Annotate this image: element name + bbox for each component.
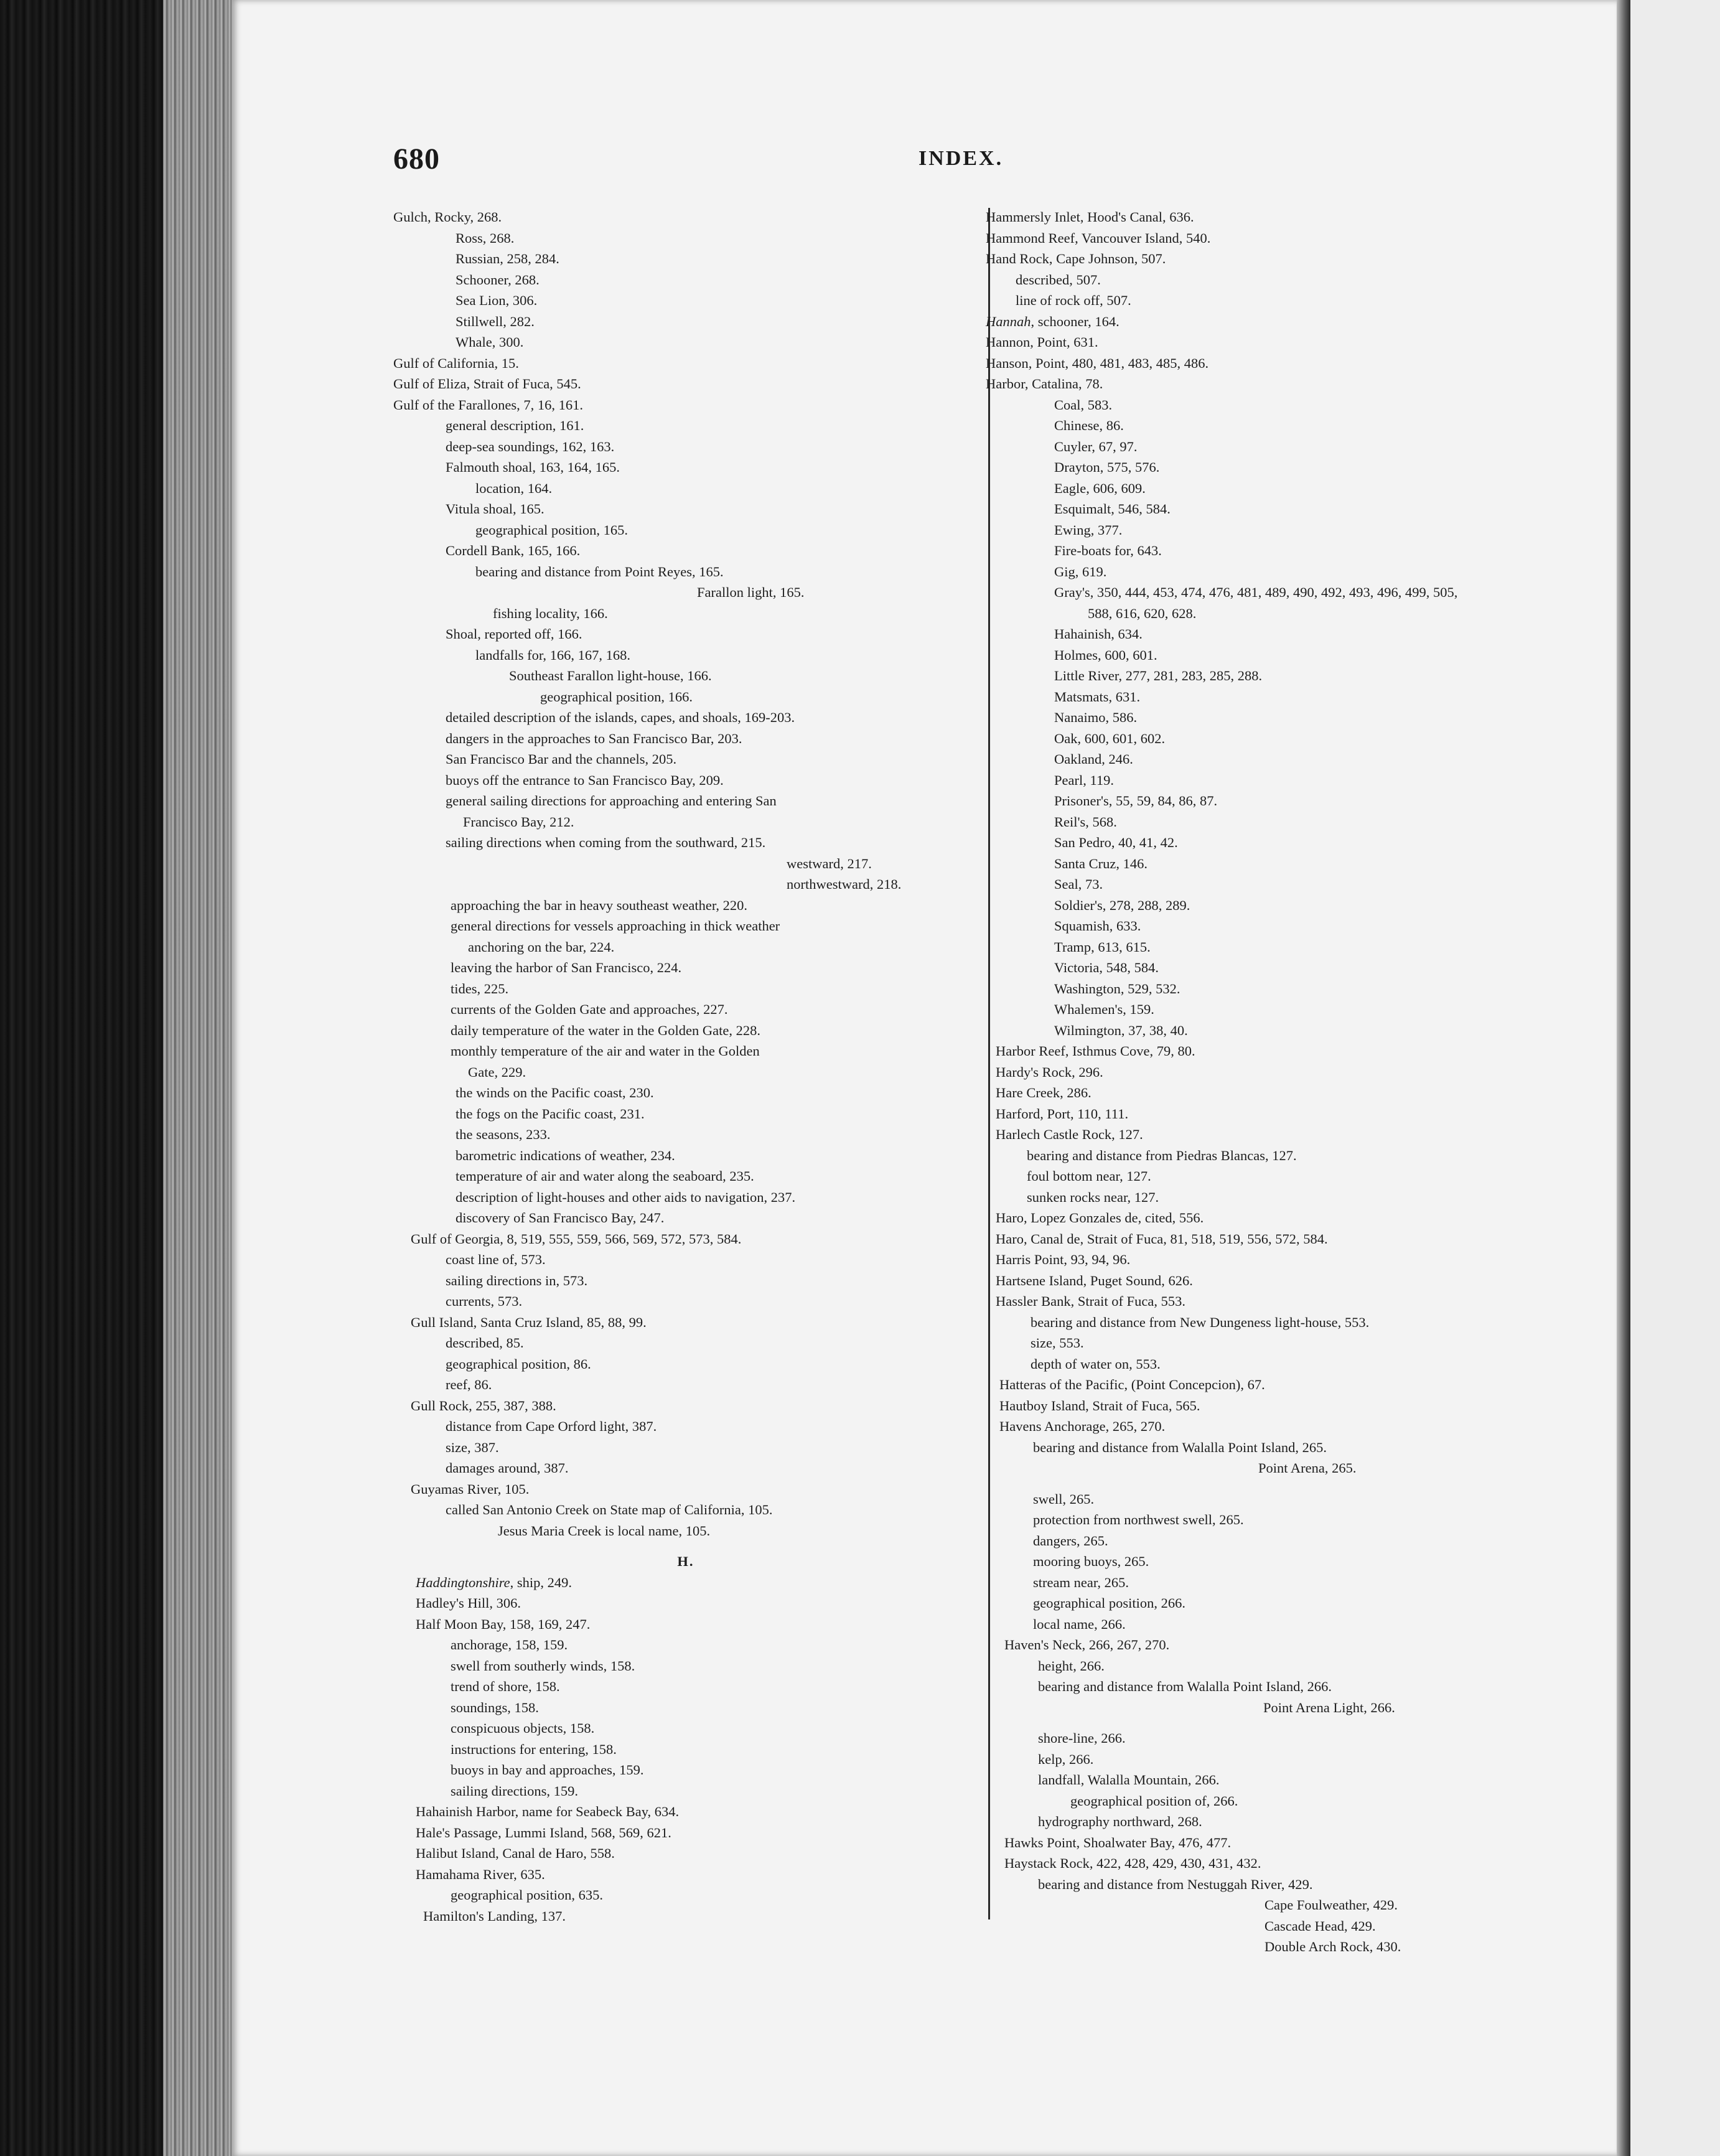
index-entry: Hammond Reef, Vancouver Island, 540. bbox=[986, 230, 1211, 246]
index-subentry: Hahainish, 634. bbox=[1054, 626, 1143, 642]
index-subentry: conspicuous objects, 158. bbox=[451, 1720, 595, 1736]
index-subentry: sailing directions, 159. bbox=[451, 1783, 578, 1799]
index-entry: Gull Island, Santa Cruz Island, 85, 88, 99. bbox=[411, 1314, 647, 1330]
index-subentry: Sea Lion, 306. bbox=[456, 293, 538, 308]
index-entry: line of rock off, 507. bbox=[1016, 293, 1131, 308]
index-subentry: Drayton, 575, 576. bbox=[1054, 459, 1160, 475]
index-subentry: Whalemen's, 159. bbox=[1054, 1001, 1154, 1017]
index-subentry: sunken rocks near, 127. bbox=[1027, 1189, 1159, 1205]
index-entry: Gulf of Georgia, 8, 519, 555, 559, 566, 569, 572, 573, 584. bbox=[411, 1230, 742, 1247]
index-entry: Hardy's Rock, 296. bbox=[996, 1064, 1103, 1080]
index-entry bbox=[393, 1572, 978, 1593]
entry-text: , schooner, 164. bbox=[1031, 313, 1119, 329]
index-subentry: location, 164. bbox=[475, 480, 553, 496]
index-entry: Haven's Neck, 266, 267, 270. bbox=[1004, 1637, 1170, 1652]
index-subentry: Santa Cruz, 146. bbox=[1054, 855, 1147, 871]
index-subentry: damages around, 387. bbox=[446, 1460, 569, 1476]
index-subentry: Washington, 529, 532. bbox=[1054, 980, 1180, 996]
index-subentry: daily temperature of the water in the Golden Gate, 228. bbox=[451, 1022, 760, 1038]
index-subentry: fishing locality, 166. bbox=[493, 605, 608, 621]
index-entry: Hadley's Hill, 306. bbox=[416, 1595, 521, 1611]
index-subentry: Wilmington, 37, 38, 40. bbox=[1054, 1022, 1188, 1038]
index-subentry: geographical position, 635. bbox=[451, 1887, 603, 1903]
index-entry: Hartsene Island, Puget Sound, 626. bbox=[996, 1272, 1193, 1288]
index-entry: Havens Anchorage, 265, 270. bbox=[999, 1418, 1166, 1434]
index-entry: Hatteras of the Pacific, (Point Concepcion), 67. bbox=[999, 1377, 1265, 1392]
index-entry: Haro, Canal de, Strait of Fuca, 81, 518, 519, 556, 572, 584. bbox=[996, 1230, 1328, 1247]
index-subentry: swell from southerly winds, 158. bbox=[451, 1657, 635, 1674]
index-subentry: trend of shore, 158. bbox=[451, 1679, 560, 1694]
index-entry bbox=[986, 311, 1608, 332]
index-subentry: described, 85. bbox=[446, 1335, 524, 1351]
index-entry: Gulf of the Farallones, 7, 16, 161. bbox=[393, 396, 583, 413]
index-entry: Harbor, Catalina, 78. bbox=[986, 376, 1103, 391]
index-subentry: landfalls for, 166, 167, 168. bbox=[475, 647, 631, 663]
index-subentry: temperature of air and water along the seaboard, 235. bbox=[456, 1168, 754, 1184]
index-subentry: sailing directions in, 573. bbox=[446, 1272, 588, 1288]
index-subentry: landfall, Walalla Mountain, 266. bbox=[1038, 1772, 1220, 1788]
index-subentry: buoys off the entrance to San Francisco Bay, 209. bbox=[446, 772, 724, 788]
index-entry: described, 507. bbox=[1016, 271, 1101, 288]
index-subentry: Cape Foulweather, 429. bbox=[1264, 1897, 1398, 1913]
index-subentry: bearing and distance from New Dungeness light-house, 553. bbox=[1031, 1314, 1370, 1330]
index-subentry: local name, 266. bbox=[1033, 1616, 1126, 1632]
index-subentry: Coal, 583. bbox=[1054, 396, 1113, 413]
index-entry: Hand Rock, Cape Johnson, 507. bbox=[986, 251, 1166, 266]
index-subentry: Chinese, 86. bbox=[1054, 418, 1124, 433]
index-subentry: Cuyler, 67, 97. bbox=[1054, 438, 1138, 454]
index-subentry: westward, 217. bbox=[787, 855, 872, 871]
index-entry: Gull Rock, 255, 387, 388. bbox=[411, 1397, 556, 1413]
index-subentry: depth of water on, 553. bbox=[1031, 1356, 1161, 1372]
index-subentry: Cascade Head, 429. bbox=[1264, 1918, 1376, 1934]
index-entry: Gulf of California, 15. bbox=[393, 355, 519, 371]
index-entry: Hawks Point, Shoalwater Bay, 476, 477. bbox=[1004, 1834, 1232, 1850]
index-subentry: Gig, 619. bbox=[1054, 563, 1107, 579]
index-subentry: hydrography northward, 268. bbox=[1038, 1814, 1202, 1829]
index-subentry: description of light-houses and other aids to navigation, 237. bbox=[456, 1189, 796, 1205]
index-subentry: Eagle, 606, 609. bbox=[1054, 480, 1146, 496]
index-subentry: discovery of San Francisco Bay, 247. bbox=[456, 1210, 665, 1226]
index-subentry: anchoring on the bar, 224. bbox=[468, 939, 615, 955]
index-subentry: foul bottom near, 127. bbox=[1027, 1168, 1151, 1184]
index-entry: Hannon, Point, 631. bbox=[986, 334, 1098, 350]
index-entry: Hanson, Point, 480, 481, 483, 485, 486. bbox=[986, 355, 1209, 371]
entry-spacer bbox=[986, 1479, 1608, 1489]
index-subentry: bearing and distance from Walalla Point Island, 265. bbox=[1033, 1439, 1327, 1455]
index-entry: Hautboy Island, Strait of Fuca, 565. bbox=[999, 1397, 1200, 1413]
index-subentry: sailing directions when coming from the southward, 215. bbox=[446, 835, 766, 850]
index-subentry: bearing and distance from Nestuggah River, 429. bbox=[1038, 1876, 1313, 1892]
index-subentry: Tramp, 613, 615. bbox=[1054, 939, 1151, 955]
index-subentry: Matsmats, 631. bbox=[1054, 688, 1141, 705]
index-subentry: bearing and distance from Point Reyes, 165. bbox=[475, 563, 724, 579]
index-subentry: San Francisco Bar and the channels, 205. bbox=[446, 751, 677, 767]
index-subentry: Ross, 268. bbox=[456, 230, 515, 246]
index-subentry: approaching the bar in heavy southeast weather, 220. bbox=[451, 897, 748, 913]
index-subentry: monthly temperature of the air and water in the Golden bbox=[451, 1043, 760, 1059]
index-subentry: Pearl, 119. bbox=[1054, 772, 1115, 788]
index-subentry: height, 266. bbox=[1038, 1657, 1105, 1674]
index-subentry: distance from Cape Orford light, 387. bbox=[446, 1418, 657, 1434]
index-column-right bbox=[986, 207, 1608, 1957]
index-subentry: called San Antonio Creek on State map of California, 105. bbox=[446, 1502, 773, 1517]
index-subentry: Little River, 277, 281, 283, 285, 288. bbox=[1054, 668, 1263, 683]
index-subentry: geographical position, 166. bbox=[540, 688, 693, 705]
index-entry: Halibut Island, Canal de Haro, 558. bbox=[416, 1845, 615, 1861]
index-entry: Hamilton's Landing, 137. bbox=[423, 1908, 566, 1924]
index-subentry: instructions for entering, 158. bbox=[451, 1741, 617, 1757]
index-subentry: stream near, 265. bbox=[1033, 1574, 1129, 1590]
index-column-left bbox=[393, 207, 978, 1926]
adjacent-page bbox=[1630, 0, 1720, 2156]
index-entry: Hale's Passage, Lummi Island, 568, 569, 621. bbox=[416, 1824, 671, 1840]
index-subentry: dangers in the approaches to San Francisco Bar, 203. bbox=[446, 730, 742, 746]
index-subentry: Holmes, 600, 601. bbox=[1054, 647, 1157, 663]
index-subentry: anchorage, 158, 159. bbox=[451, 1637, 568, 1652]
index-subentry: swell, 265. bbox=[1033, 1491, 1095, 1507]
index-subentry: geographical position, 165. bbox=[475, 522, 628, 538]
entry-spacer bbox=[986, 1718, 1608, 1728]
index-entry: Hare Creek, 286. bbox=[996, 1085, 1091, 1100]
index-subentry: Victoria, 548, 584. bbox=[1054, 960, 1159, 975]
index-subentry: Gate, 229. bbox=[468, 1064, 526, 1080]
index-subentry: Francisco Bay, 212. bbox=[463, 813, 574, 830]
index-subentry: size, 387. bbox=[446, 1439, 499, 1455]
running-head: INDEX. bbox=[918, 147, 1004, 170]
index-subentry: buoys in bay and approaches, 159. bbox=[451, 1762, 644, 1778]
index-subentry: reef, 86. bbox=[446, 1377, 492, 1392]
index-subentry: Stillwell, 282. bbox=[456, 313, 535, 329]
index-subentry: Gray's, 350, 444, 453, 474, 476, 481, 489, 490, 492, 493, 496, 499, 505, bbox=[1054, 584, 1458, 600]
index-entry: Haystack Rock, 422, 428, 429, 430, 431, 432. bbox=[1004, 1855, 1261, 1871]
index-entry: Harford, Port, 110, 111. bbox=[996, 1105, 1129, 1122]
index-subentry: Russian, 258, 284. bbox=[456, 251, 559, 266]
index-subentry: general sailing directions for approaching and entering San bbox=[446, 793, 777, 809]
index-subentry: the winds on the Pacific coast, 230. bbox=[456, 1085, 654, 1100]
section-letter: H. bbox=[677, 1554, 694, 1569]
index-subentry: 588, 616, 620, 628. bbox=[1088, 605, 1197, 621]
index-subentry: general directions for vessels approaching in thick weather bbox=[451, 918, 780, 934]
index-entry: Half Moon Bay, 158, 169, 247. bbox=[416, 1616, 591, 1632]
index-subentry: Shoal, reported off, 166. bbox=[446, 626, 582, 642]
index-subentry: Schooner, 268. bbox=[456, 271, 540, 288]
index-subentry: the seasons, 233. bbox=[456, 1127, 551, 1142]
page-edges bbox=[163, 0, 236, 2156]
index-entry: Harbor Reef, Isthmus Cove, 79, 80. bbox=[996, 1043, 1195, 1059]
index-entry: Hammersly Inlet, Hood's Canal, 636. bbox=[986, 209, 1194, 225]
index-subentry: coast line of, 573. bbox=[446, 1252, 546, 1267]
index-subentry: Soldier's, 278, 288, 289. bbox=[1054, 897, 1190, 913]
index-subentry: Farallon light, 165. bbox=[697, 584, 805, 600]
index-subentry: mooring buoys, 265. bbox=[1033, 1554, 1149, 1569]
index-subentry: deep-sea soundings, 162, 163. bbox=[446, 438, 615, 454]
index-subentry: Jesus Maria Creek is local name, 105. bbox=[498, 1522, 711, 1539]
index-subentry: Oak, 600, 601, 602. bbox=[1054, 730, 1166, 746]
index-subentry: the fogs on the Pacific coast, 231. bbox=[456, 1105, 645, 1122]
page-gutter bbox=[1617, 0, 1630, 2156]
page-number: 680 bbox=[393, 143, 440, 176]
index-subentry: geographical position of, 266. bbox=[1070, 1793, 1238, 1809]
index-subentry: size, 553. bbox=[1031, 1335, 1084, 1351]
index-subentry: geographical position, 86. bbox=[446, 1356, 591, 1372]
index-subentry: Prisoner's, 55, 59, 84, 86, 87. bbox=[1054, 793, 1218, 809]
index-subentry: Southeast Farallon light-house, 166. bbox=[509, 668, 712, 683]
index-subentry: kelp, 266. bbox=[1038, 1751, 1094, 1767]
index-subentry: bearing and distance from Walalla Point Island, 266. bbox=[1038, 1679, 1332, 1694]
index-subentry: Reil's, 568. bbox=[1054, 813, 1117, 830]
vessel-name: Haddingtonshire bbox=[416, 1574, 510, 1590]
index-subentry: barometric indications of weather, 234. bbox=[456, 1147, 675, 1163]
index-subentry: bearing and distance from Piedras Blancas, 127. bbox=[1027, 1147, 1297, 1163]
index-subentry: Point Arena, 265. bbox=[1258, 1460, 1357, 1476]
index-subentry: detailed description of the islands, capes, and shoals, 169-203. bbox=[446, 710, 795, 725]
index-subentry: Esquimalt, 546, 584. bbox=[1054, 501, 1171, 517]
index-subentry: Ewing, 377. bbox=[1054, 522, 1123, 538]
index-subentry: dangers, 265. bbox=[1033, 1532, 1108, 1549]
index-subentry: Falmouth shoal, 163, 164, 165. bbox=[446, 459, 620, 475]
index-subentry: Whale, 300. bbox=[456, 334, 524, 350]
index-entry: Hamahama River, 635. bbox=[416, 1866, 545, 1882]
index-subentry: northwestward, 218. bbox=[787, 876, 902, 892]
index-entry: Gulch, Rocky, 268. bbox=[393, 209, 502, 225]
vessel-name: Hannah bbox=[986, 313, 1031, 329]
index-subentry: tides, 225. bbox=[451, 980, 509, 996]
index-subentry: soundings, 158. bbox=[451, 1699, 539, 1715]
index-subentry: San Pedro, 40, 41, 42. bbox=[1054, 835, 1178, 850]
index-subentry: shore-line, 266. bbox=[1038, 1730, 1126, 1746]
index-entry: Harlech Castle Rock, 127. bbox=[996, 1127, 1143, 1142]
index-subentry: protection from northwest swell, 265. bbox=[1033, 1512, 1244, 1527]
index-subentry: Squamish, 633. bbox=[1054, 918, 1141, 934]
index-subentry: currents of the Golden Gate and approaches, 227. bbox=[451, 1001, 728, 1017]
index-entry: Gulf of Eliza, Strait of Fuca, 545. bbox=[393, 376, 581, 391]
index-subentry: Cordell Bank, 165, 166. bbox=[446, 543, 581, 558]
entry-text: , ship, 249. bbox=[510, 1574, 573, 1590]
index-entry: Hassler Bank, Strait of Fuca, 553. bbox=[996, 1293, 1185, 1309]
index-subentry: currents, 573. bbox=[446, 1293, 523, 1309]
index-subentry: Nanaimo, 586. bbox=[1054, 710, 1138, 725]
index-subentry: Seal, 73. bbox=[1054, 876, 1103, 892]
index-subentry: general description, 161. bbox=[446, 418, 584, 433]
index-subentry: geographical position, 266. bbox=[1033, 1595, 1185, 1611]
index-subentry: Point Arena Light, 266. bbox=[1263, 1699, 1395, 1715]
index-entry: Hahainish Harbor, name for Seabeck Bay, 634. bbox=[416, 1804, 680, 1819]
entry-spacer bbox=[393, 1541, 978, 1551]
index-entry: Haro, Lopez Gonzales de, cited, 556. bbox=[996, 1210, 1204, 1226]
index-entry: Guyamas River, 105. bbox=[411, 1481, 530, 1497]
index-entry: Harris Point, 93, 94, 96. bbox=[996, 1252, 1131, 1267]
index-subentry: Fire-boats for, 643. bbox=[1054, 543, 1162, 558]
index-subentry: leaving the harbor of San Francisco, 224. bbox=[451, 960, 682, 975]
index-subentry: Oakland, 246. bbox=[1054, 751, 1133, 767]
index-subentry: Double Arch Rock, 430. bbox=[1264, 1939, 1401, 1954]
index-subentry: Vitula shoal, 165. bbox=[446, 501, 545, 517]
